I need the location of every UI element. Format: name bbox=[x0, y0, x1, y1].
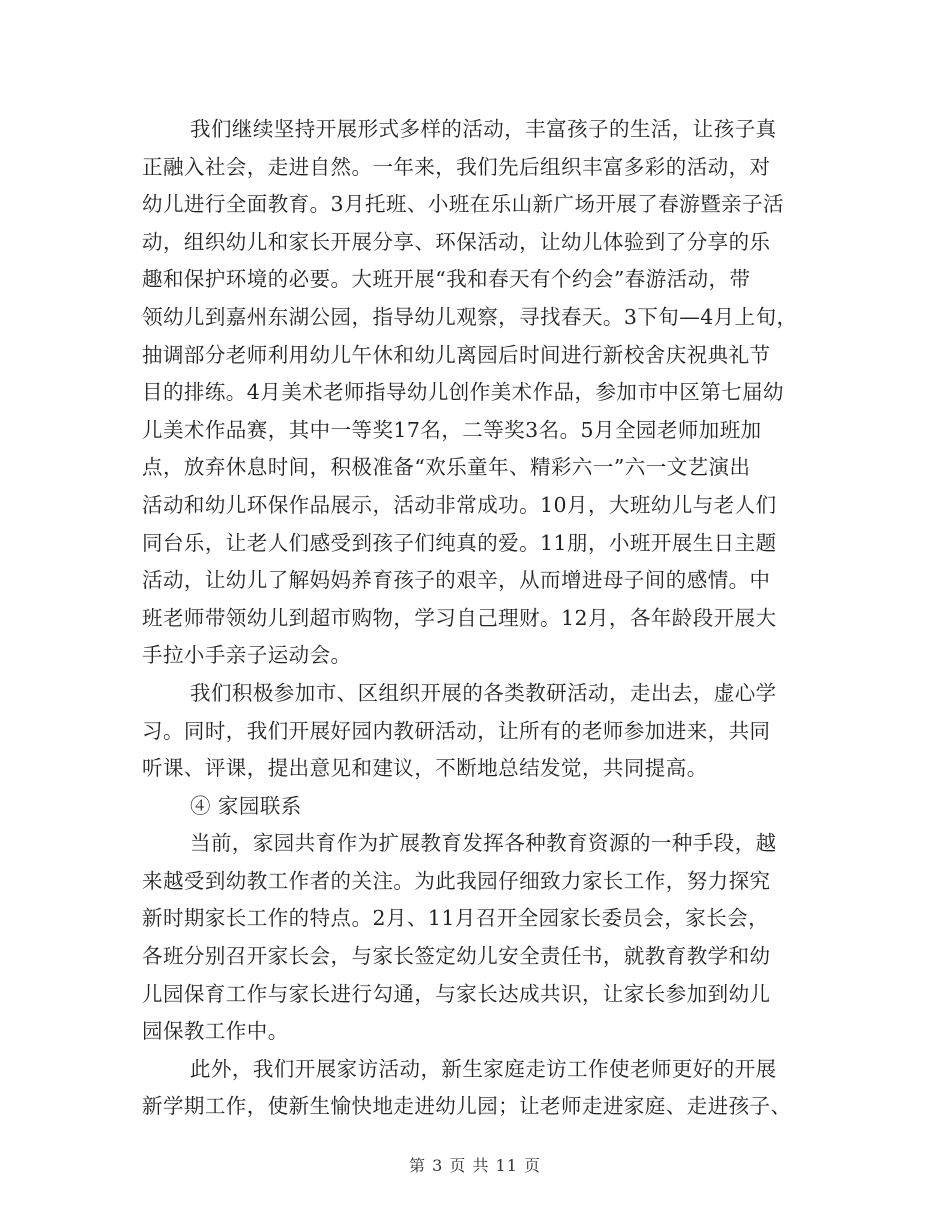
paragraph-line: 园保教工作中。 bbox=[142, 1019, 289, 1044]
paragraph-line: 听课、评课，提出意见和建议，不断地总结发觉，共同提高。 bbox=[142, 756, 708, 781]
paragraph-line: 活动，让幼儿了解妈妈养育孩子的艰辛，从而增进母子间的感情。中 bbox=[142, 568, 771, 593]
paragraph-line: 我们积极参加市、区组织开展的各类教研活动，走出去，虚心学 bbox=[190, 680, 777, 705]
paragraph-line: 抽调部分老师利用幼儿午休和幼儿离园后时间进行新校舍庆祝典礼节 bbox=[142, 342, 771, 367]
paragraph-line: 儿园保育工作与家长进行勾通，与家长达成共识，让家长参加到幼儿 bbox=[142, 981, 771, 1006]
paragraph-line: 趣和保护环境的必要。大班开展“我和春天有个约会”春游活动，带 bbox=[142, 267, 751, 292]
document-body bbox=[142, 111, 810, 1126]
section-heading: ④ 家园联系 bbox=[190, 793, 302, 818]
paragraph-line: 儿美术作品赛，其中一等奖17名，二等奖3名。5月全园老师加班加 bbox=[142, 417, 762, 442]
paragraph-line: 我们继续坚持开展形式多样的活动，丰富孩子的生活，让孩子真 bbox=[190, 117, 777, 141]
page-number-footer: 第 3 页 共 11 页 bbox=[409, 1156, 541, 1175]
paragraph-line: 目的排练。4月美术老师指导幼儿创作美术作品，参加市中区第七届幼 bbox=[142, 380, 784, 405]
paragraph-line: 各班分别召开家长会，与家长签定幼儿安全责任书，就教育教学和幼 bbox=[142, 944, 771, 969]
paragraph-line: 新时期家长工作的特点。2月、11月召开全园家长委员会，家长会， bbox=[142, 906, 770, 931]
paragraph-line: 习。同时，我们开展好园内教研活动，让所有的老师参加进来，共同 bbox=[142, 718, 771, 743]
paragraph-line: 手拉小手亲子运动会。 bbox=[142, 643, 352, 668]
paragraph-line: 领幼儿到嘉州东湖公园，指导幼儿观察，寻找春天。3下旬—4月上旬， bbox=[142, 304, 798, 329]
paragraph-line: 同台乐，让老人们感受到孩子们纯真的爱。11朋，小班开展生日主题 bbox=[142, 530, 777, 555]
paragraph-line: 来越受到幼教工作者的关注。为此我园仔细致力家长工作，努力探究 bbox=[142, 868, 771, 893]
paragraph-line: 幼儿进行全面教育。3月托班、小班在乐山新广场开展了春游暨亲子活 bbox=[142, 192, 784, 217]
paragraph-line: 正融入社会，走进自然。一年来，我们先后组织丰富多彩的活动，对 bbox=[142, 154, 771, 179]
paragraph-line: 此外，我们开展家访活动，新生家庭走访工作使老师更好的开展 bbox=[190, 1056, 777, 1081]
paragraph-line: 动，组织幼儿和家长开展分享、环保活动，让幼儿体验到了分享的乐 bbox=[142, 229, 771, 254]
paragraph-line: 点，放弃休息时间，积极准备“欢乐童年、精彩六一”六一文艺演出 bbox=[142, 455, 751, 480]
paragraph-line: 活动和幼儿环保作品展示，活动非常成功。10月，大班幼儿与老人们 bbox=[142, 492, 777, 517]
paragraph-line: 班老师带领幼儿到超市购物，学习自己理财。12月，各年龄段开展大 bbox=[142, 605, 777, 630]
paragraph-line: 当前，家园共育作为扩展教育发挥各种教育资源的一种手段，越 bbox=[190, 831, 777, 856]
paragraph-line: 新学期工作，使新生愉快地走进幼儿园；让老师走进家庭、走进孩子、 bbox=[142, 1094, 792, 1119]
